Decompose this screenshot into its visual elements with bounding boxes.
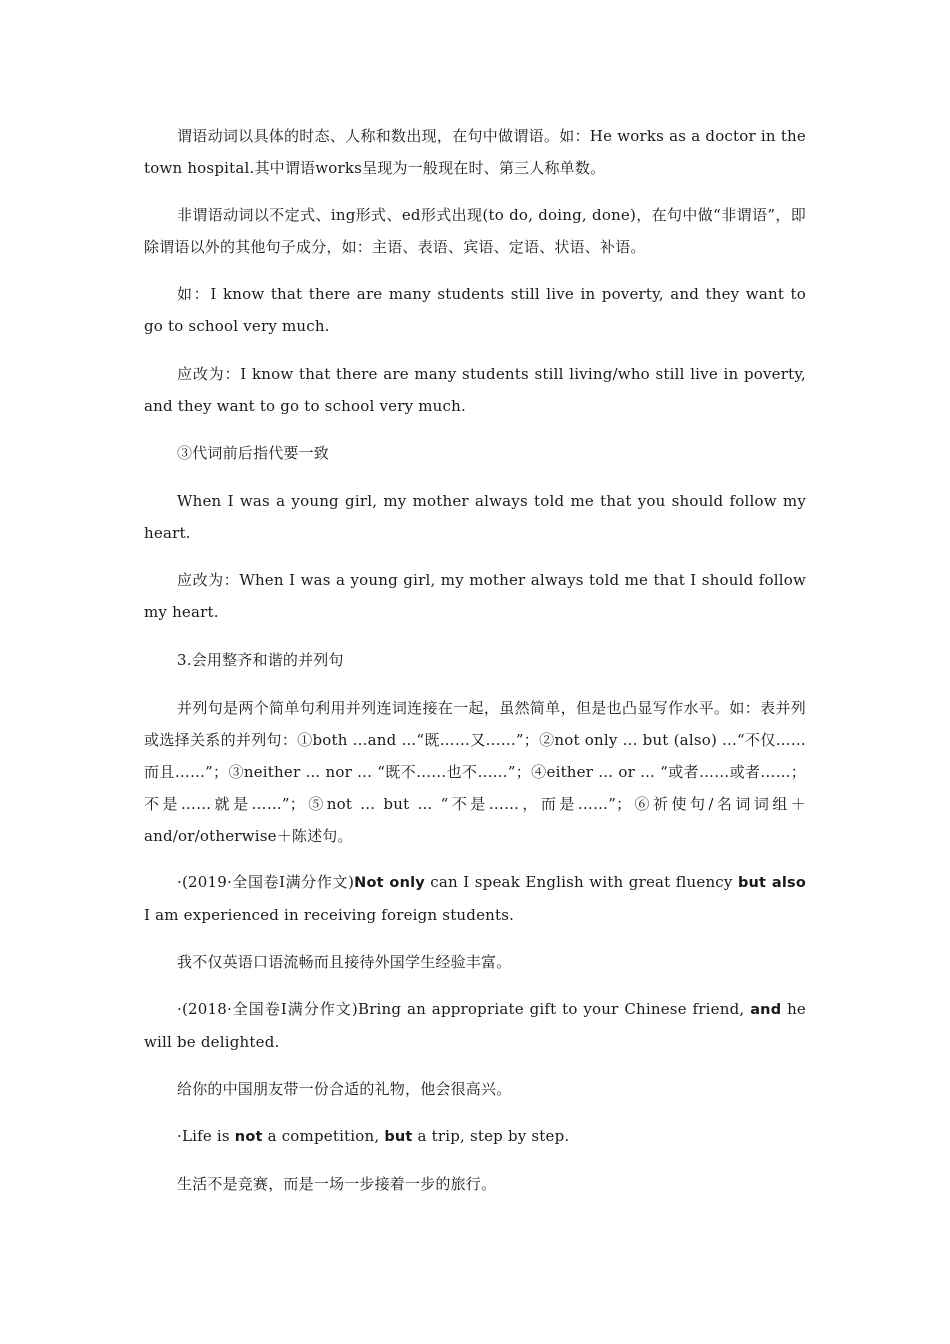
example-1-mid: can I speak English with great fluency — [424, 873, 738, 891]
example-3-bold-1: not — [234, 1129, 263, 1145]
example-1-end: I am experienced in receiving foreign students. — [144, 906, 515, 924]
example-1-source: ·(2019·全国卷Ⅰ满分作文) — [177, 873, 355, 891]
example-3-mid: a competition, — [262, 1127, 385, 1145]
example-1-translation: 我不仅英语口语流畅而且接待外国学生经验丰富。 — [177, 953, 512, 971]
example-sentence-1 — [144, 866, 806, 931]
example-3-end: a trip, step by step. — [412, 1127, 570, 1145]
example-2-bold-1: and — [750, 1002, 782, 1018]
example-sentence-2 — [144, 993, 806, 1058]
example-2-mid: Bring an appropriate gift to your Chinese friend, — [357, 1000, 751, 1018]
example-sentence-3 — [144, 1120, 806, 1153]
paragraph-pronoun-corrected: 应改为：When I was a young girl, my mother always told me that I should follow my heart. — [144, 571, 806, 621]
example-1-bold-2: but also — [737, 875, 806, 891]
paragraph-compound-explanation: 并列句是两个简单句利用并列连词连接在一起，虽然简单，但是也凸显写作水平。如：表并列或选择关系的并列句：①both ...and ...“既……又……”；②not only ... but (also) ...“不仅……而且……”；③neither ... nor ... “既不……也不……”；④either ... or ... “或者……或者……；不是……就是……”；⑤not ... but ... “不是……，而是……”；⑥祈使句/名词词组＋and/or/otherwise＋陈述句。 — [144, 699, 806, 845]
example-3-translation: 生活不是竞赛，而是一场一步接着一步的旅行。 — [177, 1175, 497, 1193]
heading-compound-sentence: 3.会用整齐和谐的并列句 — [177, 651, 344, 669]
example-3-prefix: ·Life is — [177, 1127, 235, 1145]
example-3-bold-2: but — [384, 1129, 413, 1145]
example-2-end: he will be delighted. — [144, 1000, 807, 1051]
heading-pronoun-consistency: ③代词前后指代要一致 — [177, 444, 330, 462]
example-2-source: ·(2018·全国卷Ⅰ满分作文) — [177, 1000, 358, 1018]
paragraph-example-wrong: 如：I know that there are many students still live in poverty, and they want to go to school very much. — [144, 285, 806, 335]
paragraph-example-corrected: 应改为：I know that there are many students still living/who still live in poverty, and they want to go to school very much. — [144, 365, 806, 415]
example-2-translation: 给你的中国朋友带一份合适的礼物，他会很高兴。 — [177, 1080, 512, 1098]
paragraph-non-predicate-verb: 非谓语动词以不定式、ing形式、ed形式出现(to do, doing, done)，在句中做“非谓语”，即除谓语以外的其他句子成分，如：主语、表语、宾语、定语、状语、补语。 — [144, 206, 806, 256]
paragraph-pronoun-wrong: When I was a young girl, my mother always told me that you should follow my heart. — [144, 492, 806, 542]
example-1-bold-1: Not only — [354, 875, 425, 891]
paragraph-predicate-verb: 谓语动词以具体的时态、人称和数出现，在句中做谓语。如：He works as a doctor in the town hospital.其中谓语works呈现为一般现在时、第三人称单数。 — [144, 127, 806, 177]
